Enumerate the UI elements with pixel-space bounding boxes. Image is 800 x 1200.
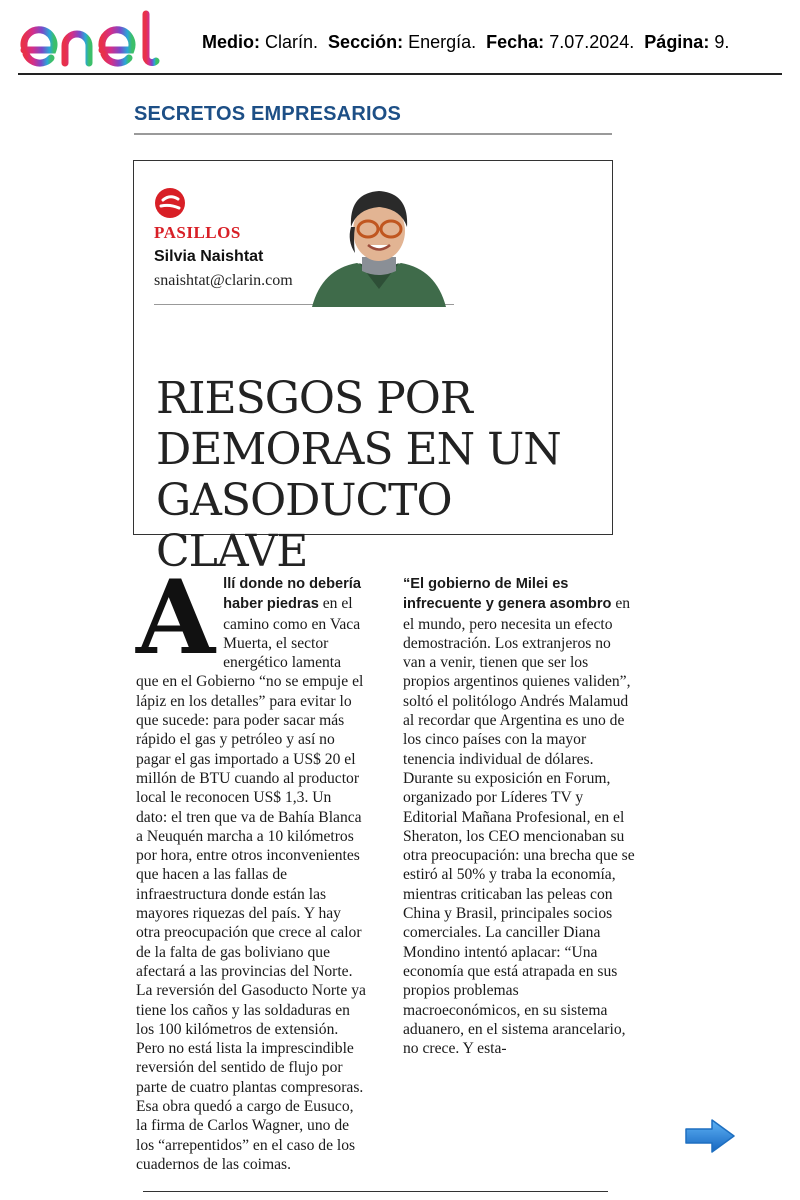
medio-value: Clarín. xyxy=(265,32,319,52)
fecha-label: Fecha: xyxy=(486,32,545,52)
bottom-divider xyxy=(143,1191,608,1192)
drop-cap: A xyxy=(136,558,216,678)
medio-label: Medio: xyxy=(202,32,260,52)
clipping-metadata xyxy=(202,32,729,53)
author-name: Silvia Naishtat xyxy=(154,248,264,265)
author-email[interactable]: snaishtat@clarin.com xyxy=(154,272,293,289)
seccion-label: Sección: xyxy=(328,32,404,52)
quote-lead: “El gobierno de Milei es infrecuente y genera asombro xyxy=(403,576,612,613)
article-body-left: en el camino como en Vaca Muerta, el sector energético lamenta que en el Gobierno “no se empuje el lápiz en los detalles” para evitar lo que sucede: para poder sacar más rápido el gas y petróleo y así no pagar el gas importado a US$ 20 el millón de BTU cuando al productor local le reconocen US$ 1,3. Un dato: el tren que va de Bahía Blanca a Neuquén marcha a 10 kilómetros por hora, entre otros inconvenientes que hacen a las fallas de infraestructura donde están las mayores riquezas del país. Y hay otra preocupación que crece al calor de la falta de gas boliviano que afectará a las provincias del Norte. La reversión del Gasoducto Norte ya tiene los caños y las soldaduras en los 100 kilómetros de extensión. Pero no está lista la imprescindible reversión del sentido de flujo por parte de cuatro plantas compresoras. Esa obra quedó a cargo de Eusuco, la firma de Carlos Wagner, uno de los “arrepentidos” en el caso de los cuadernos de las coimas. xyxy=(136,595,366,1173)
pagina-value: 9. xyxy=(714,32,730,52)
seccion-value: Energía. xyxy=(408,32,477,52)
headline-line-1: RIESGOS POR xyxy=(156,373,472,424)
clarin-logo-icon xyxy=(154,187,186,219)
pagina-label: Página: xyxy=(644,32,710,52)
article-column-left xyxy=(136,558,366,1174)
article-column-right xyxy=(403,574,635,1058)
headline-line-2: DEMORAS EN UN xyxy=(156,424,561,475)
section-title: SECRETOS EMPRESARIOS xyxy=(134,103,402,125)
author-portrait xyxy=(304,177,454,307)
column-kicker: PASILLOS xyxy=(154,223,241,242)
arrow-right-icon[interactable] xyxy=(684,1118,736,1154)
headline-line-3: GASODUCTO CLAVE xyxy=(156,475,452,577)
column-header-box xyxy=(133,160,613,577)
fecha-value: 7.07.2024. xyxy=(549,32,635,52)
enel-logo xyxy=(18,10,178,68)
header-divider xyxy=(18,73,782,75)
article-body-right: en el mundo, pero necesita un efecto demostración. Los extranjeros no van a venir, tienen que ser los propios argentinos quienes validen”, soltó el politólogo Andrés Malamud al recordar que Argentina es uno de los cinco países con la mayor tenencia individual de dólares. Durante su exposición en Forum, organizado por Líderes TV y Editorial Mañana Profesional, en el Sheraton, los CEO mencionaban su otra preocupación: una brecha que se estiró al 50% y traba la economía, mientras criticaban las peleas con China y Brasil, principales socios comerciales. La canciller Diana Mondino intentó aplacar: “Una economía que está atrapada en sus propios problemas macroeconómicos, en su sistema aduanero, en el sistema arancelario, no crece. Y esta- xyxy=(403,595,635,1058)
article-lead: llí donde no debería haber piedras xyxy=(223,576,361,613)
section-divider xyxy=(134,133,612,135)
article-headline xyxy=(156,373,606,577)
